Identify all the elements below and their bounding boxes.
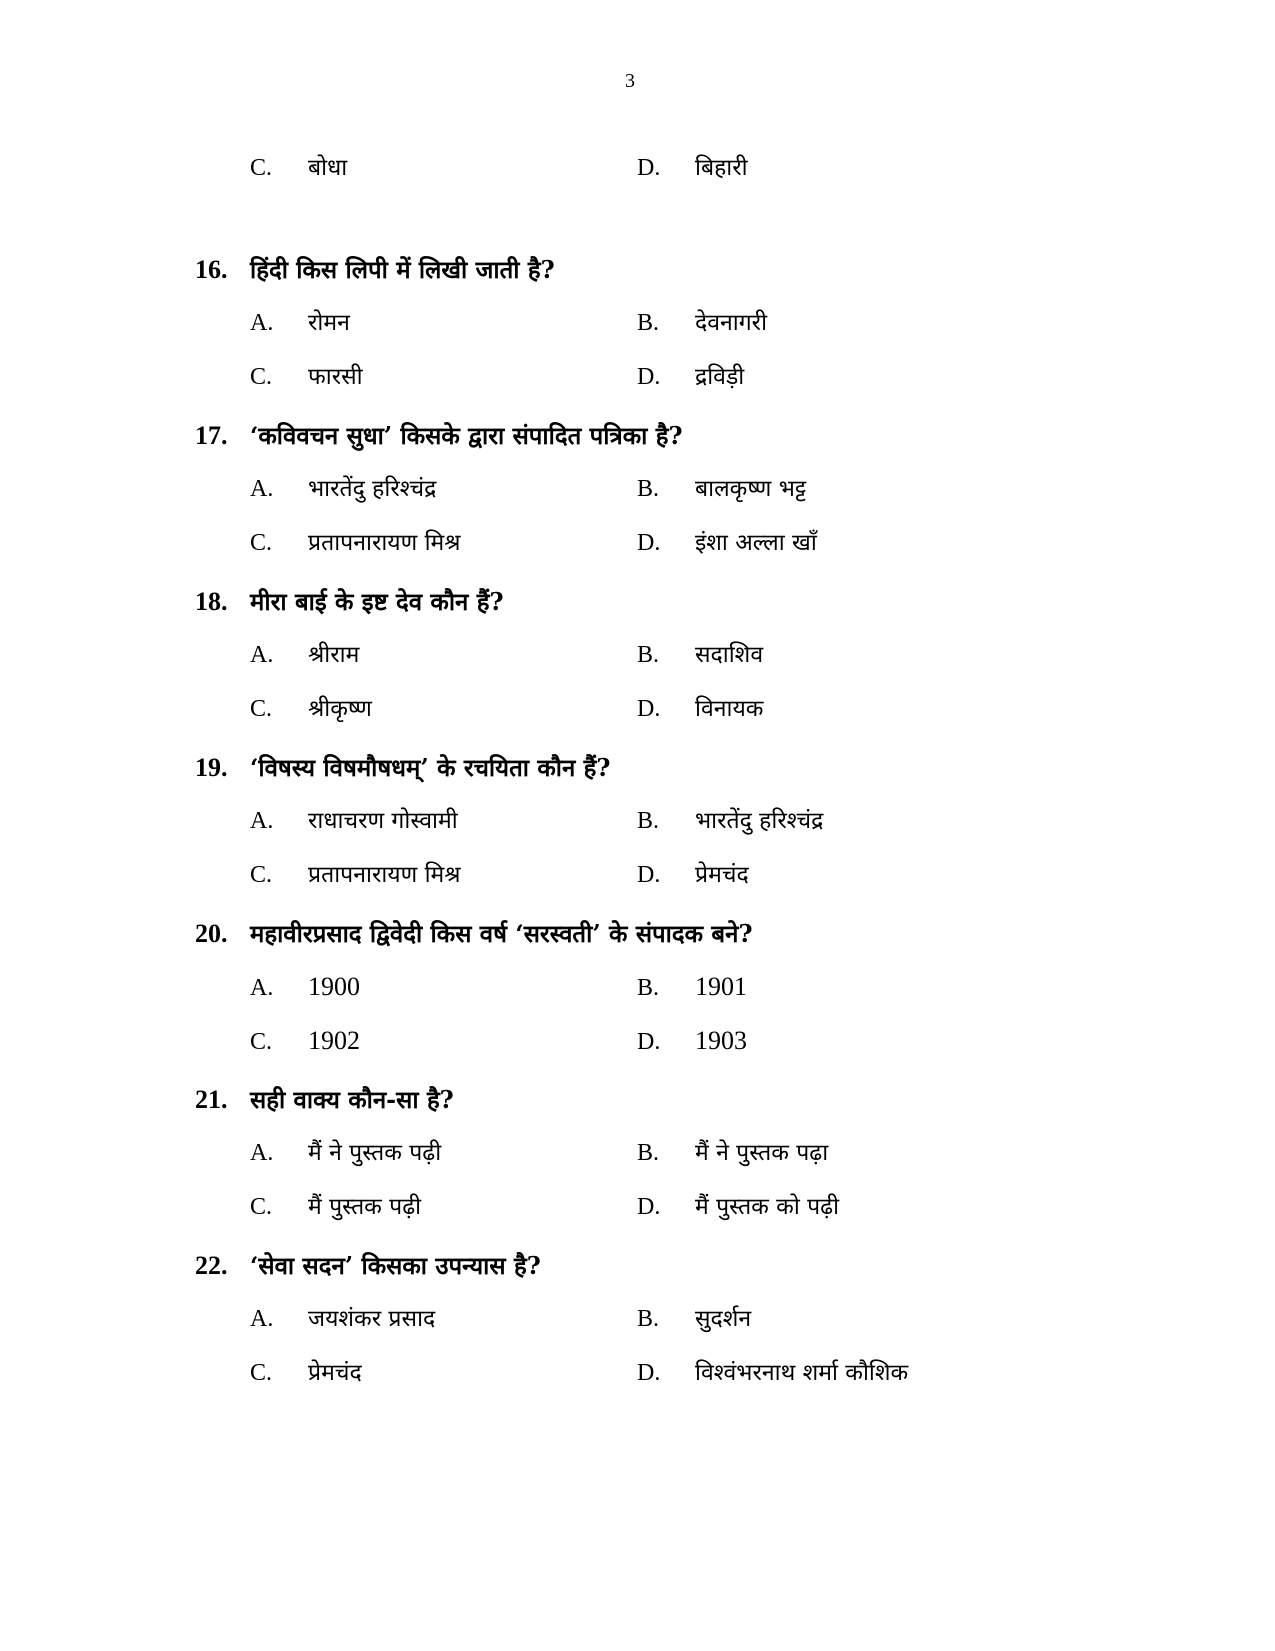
question-text: ‘कविवचन सुधा’ किसके द्वारा संपादित पत्रिका है?: [250, 421, 683, 450]
option-letter: D.: [637, 1029, 661, 1055]
q18-option-a: [250, 637, 359, 673]
question-text: मीरा बाई के इष्ट देव कौन हैं?: [250, 587, 504, 616]
option-text: श्रीराम: [308, 642, 360, 668]
option-letter: A.: [250, 808, 274, 834]
option-letter: A.: [250, 975, 274, 1001]
question-19: [195, 748, 610, 788]
option-text: फारसी: [308, 364, 363, 390]
option-text: रोमन: [308, 310, 350, 336]
question-number: 18.: [195, 587, 228, 616]
option-text: राधाचरण गोस्वामी: [308, 808, 458, 834]
option-text: मैं ने पुस्तक पढ़ी: [308, 1140, 442, 1166]
option-letter: B.: [637, 1306, 660, 1332]
option-letter: C.: [250, 155, 273, 181]
option-letter: D.: [637, 696, 661, 722]
question-text: हिंदी किस लिपी में लिखी जाती है?: [250, 255, 555, 284]
option-letter: C.: [250, 530, 273, 556]
q19-option-a: [250, 803, 458, 839]
q17-option-a: [250, 471, 436, 507]
q18-option-b: [637, 637, 763, 673]
q21-option-b: [637, 1135, 828, 1171]
option-text: प्रेमचंद: [308, 1360, 362, 1386]
question-text: सही वाक्य कौन-सा है?: [250, 1085, 454, 1114]
option-text: 1900: [308, 972, 360, 1001]
q22-option-c: [250, 1355, 362, 1391]
option-text: 1901: [695, 972, 747, 1001]
option-letter: B.: [637, 642, 660, 668]
option-text: भारतेंदु हरिश्चंद्र: [695, 808, 824, 834]
question-text: ‘सेवा सदन’ किसका उपन्यास है?: [250, 1251, 541, 1280]
question-21: [195, 1080, 454, 1120]
option-letter: D.: [637, 364, 661, 390]
question-number: 19.: [195, 753, 228, 782]
q20-option-b: [637, 969, 747, 1005]
q16-option-b: [637, 305, 767, 341]
option-text: विश्वंभरनाथ शर्मा कौशिक: [695, 1360, 909, 1386]
option-letter: C.: [250, 862, 273, 888]
option-letter: B.: [637, 1140, 660, 1166]
option-letter: D.: [637, 1360, 661, 1386]
option-letter: A.: [250, 1140, 274, 1166]
question-number: 22.: [195, 1251, 228, 1280]
option-text: मैं ने पुस्तक पढ़ा: [695, 1140, 829, 1166]
option-text: मैं पुस्तक पढ़ी: [308, 1194, 422, 1220]
carryover-option-c: [250, 150, 347, 186]
option-text: जयशंकर प्रसाद: [308, 1306, 436, 1332]
option-text: प्रतापनारायण मिश्र: [308, 530, 461, 556]
option-text: बोधा: [308, 155, 348, 181]
q22-option-d: [637, 1355, 908, 1391]
option-text: 1903: [695, 1026, 747, 1055]
option-text: श्रीकृष्ण: [308, 696, 372, 722]
option-text: मैं पुस्तक को पढ़ी: [695, 1194, 840, 1220]
q16-option-a: [250, 305, 350, 341]
option-letter: D.: [637, 155, 661, 181]
option-letter: A.: [250, 642, 274, 668]
question-20: [195, 914, 753, 954]
q16-option-d: [637, 359, 744, 395]
option-text: सुदर्शन: [695, 1306, 752, 1332]
q19-option-b: [637, 803, 823, 839]
q20-option-a: [250, 969, 360, 1005]
q17-option-d: [637, 525, 817, 561]
q17-option-c: [250, 525, 461, 561]
page-number: 3: [625, 70, 635, 92]
question-text: ‘विषस्य विषमौषधम्’ के रचयिता कौन हैं?: [250, 753, 611, 782]
q19-option-d: [637, 857, 749, 893]
option-letter: C.: [250, 1360, 273, 1386]
q19-option-c: [250, 857, 461, 893]
q22-option-b: [637, 1301, 751, 1337]
question-17: [195, 416, 683, 456]
q16-option-c: [250, 359, 363, 395]
option-text: प्रेमचंद: [695, 862, 749, 888]
option-text: बिहारी: [695, 155, 748, 181]
q18-option-c: [250, 691, 372, 727]
option-text: भारतेंदु हरिश्चंद्र: [308, 476, 437, 502]
option-text: द्रविड़ी: [695, 364, 745, 390]
option-letter: B.: [637, 476, 660, 502]
option-letter: C.: [250, 1029, 273, 1055]
option-letter: A.: [250, 476, 274, 502]
option-letter: A.: [250, 1306, 274, 1332]
question-number: 20.: [195, 919, 228, 948]
option-letter: D.: [637, 530, 661, 556]
q20-option-d: [637, 1023, 747, 1059]
question-18: [195, 582, 504, 622]
q22-option-a: [250, 1301, 435, 1337]
q21-option-c: [250, 1189, 421, 1225]
question-16: [195, 250, 555, 290]
q18-option-d: [637, 691, 763, 727]
option-letter: B.: [637, 975, 660, 1001]
option-text: सदाशिव: [695, 642, 764, 668]
question-number: 21.: [195, 1085, 228, 1114]
option-letter: C.: [250, 1194, 273, 1220]
option-text: प्रतापनारायण मिश्र: [308, 862, 461, 888]
option-letter: C.: [250, 696, 273, 722]
option-text: विनायक: [695, 696, 764, 722]
carryover-option-d: [637, 150, 748, 186]
question-number: 16.: [195, 255, 228, 284]
option-text: देवनागरी: [695, 310, 768, 336]
option-letter: A.: [250, 310, 274, 336]
q21-option-d: [637, 1189, 839, 1225]
option-letter: B.: [637, 808, 660, 834]
q21-option-a: [250, 1135, 441, 1171]
option-text: 1902: [308, 1026, 360, 1055]
q20-option-c: [250, 1023, 360, 1059]
question-22: [195, 1246, 541, 1286]
question-number: 17.: [195, 421, 228, 450]
q17-option-b: [637, 471, 806, 507]
option-text: बालकृष्ण भट्ट: [695, 476, 807, 502]
option-text: इंशा अल्ला खाँ: [695, 530, 817, 556]
option-letter: B.: [637, 310, 660, 336]
question-text: महावीरप्रसाद द्विवेदी किस वर्ष ‘सरस्वती’ के संपादक बने?: [250, 919, 753, 948]
option-letter: C.: [250, 364, 273, 390]
option-letter: D.: [637, 1194, 661, 1220]
option-letter: D.: [637, 862, 661, 888]
